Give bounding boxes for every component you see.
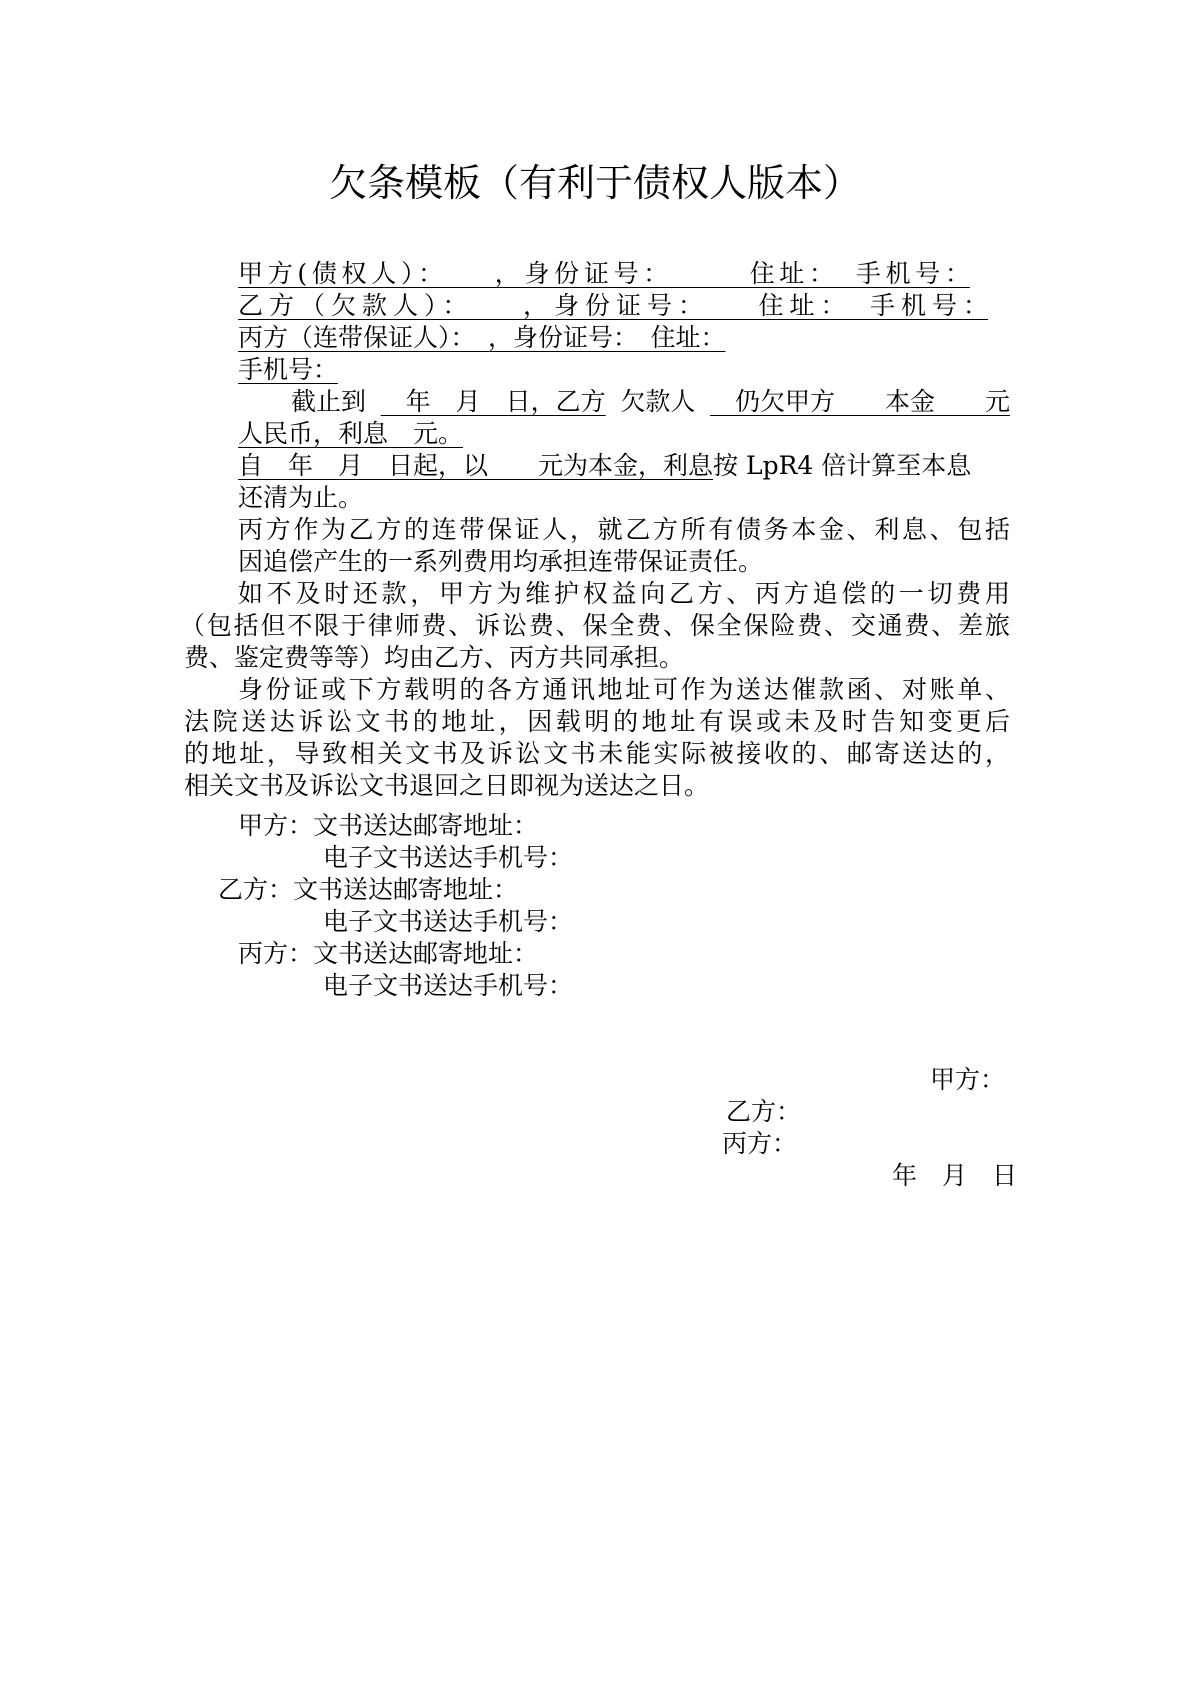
clause-1-debtor-word: 欠款人 — [620, 387, 696, 416]
clause-2-underlined: 自 年 月 日起，以 元为本金，利息 — [238, 451, 714, 480]
delivery-bing-mail: 丙方：文书送达邮寄地址： — [238, 939, 539, 968]
clause-5-line-2: 法院送达诉讼文书的地址，因载明的地址有误或未及时告知变更后 — [184, 707, 1010, 736]
party-creditor-line: 甲方(债权人）： ，身份证号： 住址： 手机号： — [238, 259, 970, 288]
clause-4-line-1: 如不及时还款，甲方为维护权益向乙方、丙方追偿的一切费用 — [238, 579, 1010, 608]
party-guarantor-phone-line: 手机号： — [238, 355, 339, 384]
signature-bing: 丙方： — [722, 1129, 798, 1158]
delivery-yi-phone: 电子文书送达手机号： — [323, 907, 574, 936]
clause-3-line-2: 因追偿产生的一系列费用均承担连带保证责任。 — [238, 547, 764, 576]
clause-2-line-1 — [238, 450, 1010, 482]
delivery-yi-mail: 乙方：文书送达邮寄地址： — [218, 875, 519, 904]
delivery-jia-mail: 甲方：文书送达邮寄地址： — [238, 811, 539, 840]
clause-4-line-3: 费、鉴定费等等）均由乙方、丙方共同承担。 — [184, 643, 685, 672]
party-debtor-line: 乙方（欠款人）： ，身份证号： 住址： 手机号： — [238, 291, 988, 320]
signature-jia: 甲方： — [930, 1065, 1006, 1094]
clause-4-line-2: （包括但不限于律师费、诉讼费、保全费、保全保险费、交通费、差旅 — [180, 611, 1010, 640]
clause-1-date-blank: 年 月 日，乙方 — [380, 387, 606, 416]
clause-1-line-2: 人民币，利息 元。 — [238, 419, 464, 448]
clause-3-line-1: 丙方作为乙方的连带保证人，就乙方所有债务本金、利息、包括 — [238, 515, 1010, 544]
clause-5-line-3: 的地址，导致相关文书及诉讼文书未能实际被接收的、邮寄送达的， — [184, 739, 1010, 768]
document-title: 欠条模板（有利于债权人版本） — [328, 161, 861, 205]
clause-2-line-2: 还清为止。 — [238, 483, 364, 512]
delivery-jia-phone: 电子文书送达手机号： — [323, 843, 574, 872]
signature-yi: 乙方： — [726, 1097, 802, 1126]
party-guarantor-line: 丙方（连带保证人）： ，身份证号： 住址： — [238, 323, 726, 352]
clause-1-prefix: 截止到 — [291, 387, 367, 416]
clause-1-line-1 — [291, 386, 1010, 418]
clause-2-rest: 按 LpR4 倍计算至本息 — [713, 451, 972, 480]
clause-1-amount-blank: 仍欠甲方 本金 元 — [709, 387, 1010, 416]
signature-date: 年 月 日 — [892, 1161, 1018, 1190]
delivery-bing-phone: 电子文书送达手机号： — [323, 971, 574, 1000]
clause-5-line-4: 相关文书及诉讼文书退回之日即视为送达之日。 — [184, 771, 710, 800]
clause-5-line-1: 身份证或下方载明的各方通讯地址可作为送达催款函、对账单、 — [238, 675, 1010, 704]
